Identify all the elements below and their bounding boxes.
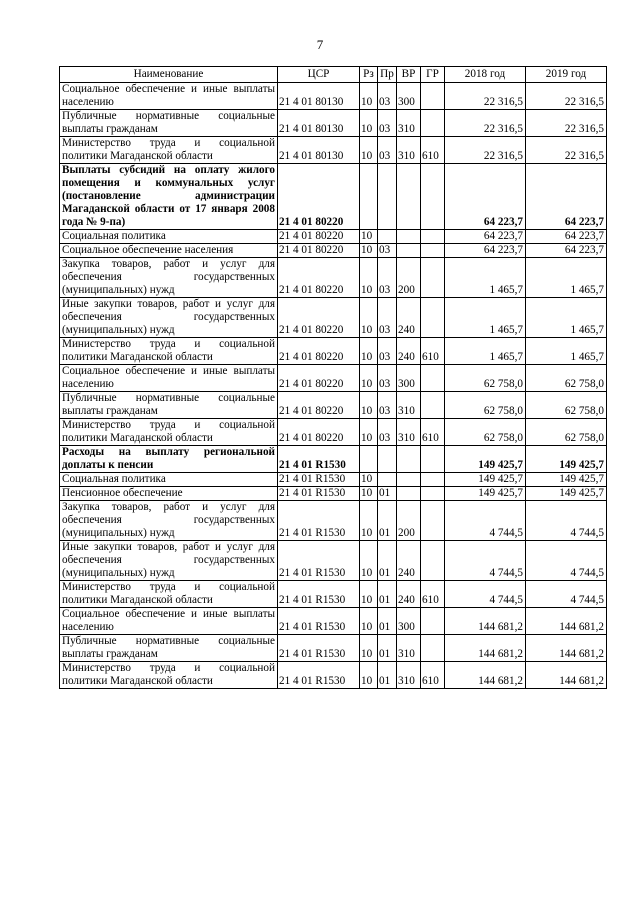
row-rz-cell: 10 bbox=[360, 244, 378, 258]
row-vr-cell bbox=[397, 164, 421, 230]
row-2018-cell: 4 744,5 bbox=[445, 541, 526, 581]
row-csr-cell: 21 4 01 R1530 bbox=[278, 608, 360, 635]
row-csr-cell: 21 4 01 80220 bbox=[278, 258, 360, 298]
row-name-cell: Иные закупки товаров, работ и услуг для обеспечения государственных (муниципальных) нужд bbox=[60, 298, 278, 338]
table-body bbox=[60, 83, 607, 689]
header-2019: 2019 год bbox=[526, 67, 607, 83]
row-2019-cell: 1 465,7 bbox=[526, 338, 607, 365]
row-vr-cell: 200 bbox=[397, 258, 421, 298]
row-csr-cell: 21 4 01 80220 bbox=[278, 392, 360, 419]
row-gr-cell: 610 bbox=[421, 662, 445, 689]
row-2019-cell: 144 681,2 bbox=[526, 662, 607, 689]
row-gr-cell bbox=[421, 635, 445, 662]
table-row bbox=[60, 244, 607, 258]
row-2018-cell: 62 758,0 bbox=[445, 392, 526, 419]
row-rz-cell: 10 bbox=[360, 473, 378, 487]
row-gr-cell: 610 bbox=[421, 338, 445, 365]
row-csr-cell: 21 4 01 R1530 bbox=[278, 501, 360, 541]
row-vr-cell: 240 bbox=[397, 541, 421, 581]
row-pr-cell bbox=[378, 446, 397, 473]
row-vr-cell bbox=[397, 230, 421, 244]
row-rz-cell: 10 bbox=[360, 662, 378, 689]
row-pr-cell: 03 bbox=[378, 365, 397, 392]
row-2019-cell: 62 758,0 bbox=[526, 365, 607, 392]
row-2018-cell: 64 223,7 bbox=[445, 230, 526, 244]
row-2019-cell: 64 223,7 bbox=[526, 244, 607, 258]
row-csr-cell: 21 4 01 80130 bbox=[278, 83, 360, 110]
row-2019-cell: 64 223,7 bbox=[526, 164, 607, 230]
row-pr-cell bbox=[378, 473, 397, 487]
row-gr-cell bbox=[421, 258, 445, 298]
row-rz-cell: 10 bbox=[360, 230, 378, 244]
row-vr-cell bbox=[397, 473, 421, 487]
row-pr-cell: 01 bbox=[378, 635, 397, 662]
row-csr-cell: 21 4 01 80220 bbox=[278, 230, 360, 244]
row-vr-cell: 310 bbox=[397, 392, 421, 419]
row-csr-cell: 21 4 01 R1530 bbox=[278, 487, 360, 501]
row-pr-cell: 03 bbox=[378, 137, 397, 164]
table-row bbox=[60, 419, 607, 446]
row-vr-cell: 310 bbox=[397, 635, 421, 662]
row-2019-cell: 62 758,0 bbox=[526, 419, 607, 446]
row-csr-cell: 21 4 01 80220 bbox=[278, 365, 360, 392]
row-name-cell: Закупка товаров, работ и услуг для обеспечения государственных (муниципальных) нужд bbox=[60, 501, 278, 541]
row-vr-cell: 310 bbox=[397, 110, 421, 137]
row-2019-cell: 4 744,5 bbox=[526, 501, 607, 541]
row-2019-cell: 22 316,5 bbox=[526, 110, 607, 137]
table-row bbox=[60, 662, 607, 689]
row-name-cell: Министерство труда и социальной политики Магаданской области bbox=[60, 137, 278, 164]
row-rz-cell: 10 bbox=[360, 298, 378, 338]
header-gr: ГР bbox=[421, 67, 445, 83]
row-2018-cell: 149 425,7 bbox=[445, 487, 526, 501]
row-pr-cell: 03 bbox=[378, 298, 397, 338]
row-name-cell: Пенсионное обеспечение bbox=[60, 487, 278, 501]
row-2018-cell: 22 316,5 bbox=[445, 83, 526, 110]
row-csr-cell: 21 4 01 R1530 bbox=[278, 473, 360, 487]
row-gr-cell bbox=[421, 83, 445, 110]
row-vr-cell: 240 bbox=[397, 298, 421, 338]
row-rz-cell: 10 bbox=[360, 581, 378, 608]
table-row bbox=[60, 541, 607, 581]
row-vr-cell: 300 bbox=[397, 365, 421, 392]
row-name-cell: Социальное обеспечение и иные выплаты населению bbox=[60, 365, 278, 392]
row-2019-cell: 22 316,5 bbox=[526, 83, 607, 110]
row-gr-cell bbox=[421, 244, 445, 258]
row-vr-cell: 300 bbox=[397, 608, 421, 635]
table-row bbox=[60, 446, 607, 473]
row-2018-cell: 1 465,7 bbox=[445, 298, 526, 338]
row-gr-cell: 610 bbox=[421, 581, 445, 608]
row-name-cell: Социальная политика bbox=[60, 473, 278, 487]
row-2018-cell: 144 681,2 bbox=[445, 608, 526, 635]
row-2018-cell: 4 744,5 bbox=[445, 581, 526, 608]
row-rz-cell: 10 bbox=[360, 419, 378, 446]
row-rz-cell: 10 bbox=[360, 258, 378, 298]
row-name-cell: Публичные нормативные социальные выплаты гражданам bbox=[60, 635, 278, 662]
row-csr-cell: 21 4 01 80130 bbox=[278, 110, 360, 137]
row-rz-cell: 10 bbox=[360, 137, 378, 164]
row-rz-cell: 10 bbox=[360, 392, 378, 419]
row-gr-cell bbox=[421, 365, 445, 392]
row-csr-cell: 21 4 01 R1530 bbox=[278, 662, 360, 689]
row-name-cell: Расходы на выплату региональной доплаты к пенсии bbox=[60, 446, 278, 473]
row-2018-cell: 22 316,5 bbox=[445, 137, 526, 164]
row-rz-cell: 10 bbox=[360, 338, 378, 365]
table-row bbox=[60, 137, 607, 164]
row-rz-cell: 10 bbox=[360, 635, 378, 662]
row-2018-cell: 64 223,7 bbox=[445, 164, 526, 230]
row-2019-cell: 1 465,7 bbox=[526, 258, 607, 298]
row-pr-cell: 03 bbox=[378, 83, 397, 110]
row-name-cell: Министерство труда и социальной политики Магаданской области bbox=[60, 662, 278, 689]
row-gr-cell bbox=[421, 501, 445, 541]
row-pr-cell: 01 bbox=[378, 501, 397, 541]
row-pr-cell: 01 bbox=[378, 662, 397, 689]
row-2018-cell: 22 316,5 bbox=[445, 110, 526, 137]
row-csr-cell: 21 4 01 R1530 bbox=[278, 446, 360, 473]
row-gr-cell bbox=[421, 298, 445, 338]
row-2019-cell: 64 223,7 bbox=[526, 230, 607, 244]
row-2018-cell: 144 681,2 bbox=[445, 662, 526, 689]
row-gr-cell: 610 bbox=[421, 137, 445, 164]
row-gr-cell bbox=[421, 230, 445, 244]
row-pr-cell: 01 bbox=[378, 581, 397, 608]
row-vr-cell: 310 bbox=[397, 662, 421, 689]
row-pr-cell: 03 bbox=[378, 392, 397, 419]
row-gr-cell bbox=[421, 446, 445, 473]
row-2018-cell: 1 465,7 bbox=[445, 338, 526, 365]
row-vr-cell: 300 bbox=[397, 83, 421, 110]
row-2018-cell: 149 425,7 bbox=[445, 446, 526, 473]
row-gr-cell bbox=[421, 608, 445, 635]
row-rz-cell: 10 bbox=[360, 501, 378, 541]
header-rz: Рз bbox=[360, 67, 378, 83]
table-row bbox=[60, 230, 607, 244]
row-name-cell: Выплаты субсидий на оплату жилого помещения и коммунальных услуг (постановление администрации Магаданской области от 17 января 2008 года № 9-па) bbox=[60, 164, 278, 230]
table-row bbox=[60, 501, 607, 541]
row-2018-cell: 144 681,2 bbox=[445, 635, 526, 662]
row-2018-cell: 1 465,7 bbox=[445, 258, 526, 298]
row-vr-cell: 200 bbox=[397, 501, 421, 541]
table-row bbox=[60, 581, 607, 608]
row-csr-cell: 21 4 01 R1530 bbox=[278, 541, 360, 581]
header-2018: 2018 год bbox=[445, 67, 526, 83]
table-row bbox=[60, 365, 607, 392]
row-2018-cell: 149 425,7 bbox=[445, 473, 526, 487]
row-pr-cell bbox=[378, 230, 397, 244]
row-name-cell: Публичные нормативные социальные выплаты гражданам bbox=[60, 392, 278, 419]
row-csr-cell: 21 4 01 80220 bbox=[278, 419, 360, 446]
row-vr-cell: 310 bbox=[397, 137, 421, 164]
row-csr-cell: 21 4 01 80130 bbox=[278, 137, 360, 164]
row-csr-cell: 21 4 01 80220 bbox=[278, 338, 360, 365]
row-name-cell: Социальное обеспечение и иные выплаты населению bbox=[60, 608, 278, 635]
row-vr-cell: 240 bbox=[397, 338, 421, 365]
row-gr-cell: 610 bbox=[421, 419, 445, 446]
row-pr-cell: 01 bbox=[378, 487, 397, 501]
row-csr-cell: 21 4 01 80220 bbox=[278, 164, 360, 230]
row-pr-cell: 03 bbox=[378, 258, 397, 298]
row-rz-cell: 10 bbox=[360, 487, 378, 501]
row-pr-cell: 01 bbox=[378, 541, 397, 581]
row-name-cell: Министерство труда и социальной политики Магаданской области bbox=[60, 419, 278, 446]
row-pr-cell: 03 bbox=[378, 419, 397, 446]
row-rz-cell bbox=[360, 164, 378, 230]
row-csr-cell: 21 4 01 80220 bbox=[278, 244, 360, 258]
row-rz-cell: 10 bbox=[360, 608, 378, 635]
table-row bbox=[60, 608, 607, 635]
row-2019-cell: 144 681,2 bbox=[526, 608, 607, 635]
row-pr-cell: 03 bbox=[378, 338, 397, 365]
table-row bbox=[60, 473, 607, 487]
row-2019-cell: 4 744,5 bbox=[526, 581, 607, 608]
row-2018-cell: 62 758,0 bbox=[445, 365, 526, 392]
row-vr-cell bbox=[397, 244, 421, 258]
budget-table bbox=[59, 66, 607, 689]
row-rz-cell: 10 bbox=[360, 110, 378, 137]
row-name-cell: Закупка товаров, работ и услуг для обеспечения государственных (муниципальных) нужд bbox=[60, 258, 278, 298]
row-csr-cell: 21 4 01 R1530 bbox=[278, 581, 360, 608]
table-row bbox=[60, 258, 607, 298]
row-name-cell: Министерство труда и социальной политики Магаданской области bbox=[60, 581, 278, 608]
row-rz-cell: 10 bbox=[360, 365, 378, 392]
row-csr-cell: 21 4 01 80220 bbox=[278, 298, 360, 338]
row-name-cell: Иные закупки товаров, работ и услуг для обеспечения государственных (муниципальных) нужд bbox=[60, 541, 278, 581]
row-name-cell: Министерство труда и социальной политики Магаданской области bbox=[60, 338, 278, 365]
row-gr-cell bbox=[421, 164, 445, 230]
header-name: Наименование bbox=[60, 67, 278, 83]
row-gr-cell bbox=[421, 541, 445, 581]
row-csr-cell: 21 4 01 R1530 bbox=[278, 635, 360, 662]
row-gr-cell bbox=[421, 473, 445, 487]
table-header-row bbox=[60, 67, 607, 83]
table-row bbox=[60, 110, 607, 137]
row-name-cell: Социальное обеспечение и иные выплаты населению bbox=[60, 83, 278, 110]
row-2019-cell: 149 425,7 bbox=[526, 473, 607, 487]
row-rz-cell: 10 bbox=[360, 83, 378, 110]
row-rz-cell: 10 bbox=[360, 541, 378, 581]
row-pr-cell bbox=[378, 164, 397, 230]
page-number: 7 bbox=[316, 37, 324, 52]
row-2018-cell: 64 223,7 bbox=[445, 244, 526, 258]
header-vr: ВР bbox=[397, 67, 421, 83]
row-2019-cell: 62 758,0 bbox=[526, 392, 607, 419]
row-2019-cell: 149 425,7 bbox=[526, 446, 607, 473]
row-2018-cell: 62 758,0 bbox=[445, 419, 526, 446]
row-vr-cell bbox=[397, 446, 421, 473]
row-name-cell: Социальная политика bbox=[60, 230, 278, 244]
row-vr-cell: 310 bbox=[397, 419, 421, 446]
row-2019-cell: 22 316,5 bbox=[526, 137, 607, 164]
table-row bbox=[60, 83, 607, 110]
table-row bbox=[60, 164, 607, 230]
row-2019-cell: 149 425,7 bbox=[526, 487, 607, 501]
row-pr-cell: 03 bbox=[378, 110, 397, 137]
row-rz-cell bbox=[360, 446, 378, 473]
row-gr-cell bbox=[421, 392, 445, 419]
header-pr: Пр bbox=[378, 67, 397, 83]
header-csr: ЦСР bbox=[278, 67, 360, 83]
row-pr-cell: 03 bbox=[378, 244, 397, 258]
row-2019-cell: 144 681,2 bbox=[526, 635, 607, 662]
row-name-cell: Публичные нормативные социальные выплаты гражданам bbox=[60, 110, 278, 137]
row-2019-cell: 1 465,7 bbox=[526, 298, 607, 338]
table-row bbox=[60, 298, 607, 338]
row-2018-cell: 4 744,5 bbox=[445, 501, 526, 541]
row-2019-cell: 4 744,5 bbox=[526, 541, 607, 581]
row-name-cell: Социальное обеспечение населения bbox=[60, 244, 278, 258]
row-vr-cell: 240 bbox=[397, 581, 421, 608]
table-row bbox=[60, 487, 607, 501]
row-gr-cell bbox=[421, 487, 445, 501]
row-gr-cell bbox=[421, 110, 445, 137]
row-pr-cell: 01 bbox=[378, 608, 397, 635]
row-vr-cell bbox=[397, 487, 421, 501]
table-row bbox=[60, 392, 607, 419]
table-row bbox=[60, 338, 607, 365]
table-row bbox=[60, 635, 607, 662]
